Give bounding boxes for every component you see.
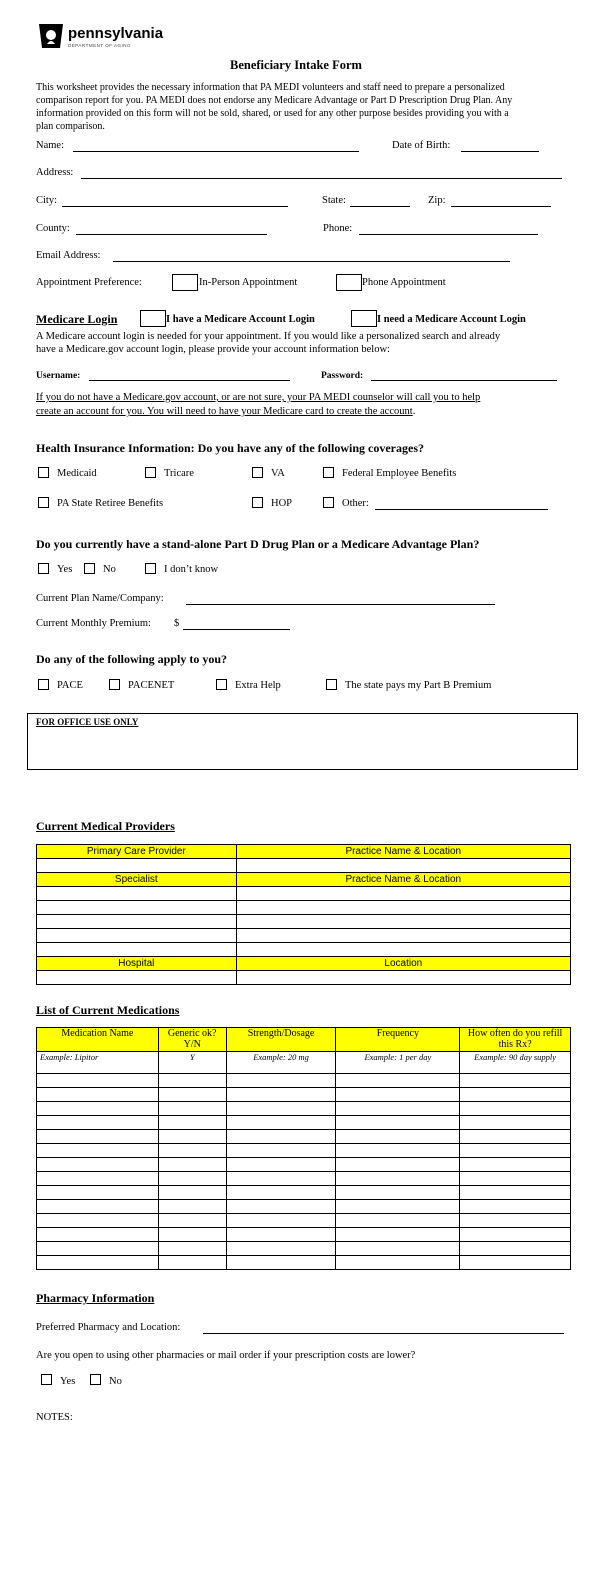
table-cell[interactable]: [37, 1130, 159, 1144]
practice-header: Practice Name & Location: [236, 845, 570, 859]
table-cell[interactable]: [336, 1200, 460, 1214]
table-cell[interactable]: [236, 901, 570, 915]
table-cell[interactable]: [226, 1102, 336, 1116]
table-cell[interactable]: [336, 1172, 460, 1186]
pharmacy-no-checkbox[interactable]: [90, 1374, 101, 1385]
table-cell[interactable]: [460, 1186, 571, 1200]
pcp-header: Primary Care Provider: [37, 845, 237, 859]
hop-checkbox[interactable]: [252, 497, 263, 508]
table-cell[interactable]: [236, 943, 570, 957]
hospital-header: Hospital: [37, 957, 237, 971]
email-field[interactable]: [113, 261, 510, 262]
table-row: [37, 1130, 571, 1144]
specialist-header: Specialist: [37, 873, 237, 887]
login-text: A Medicare account login is needed for your appointment. If you would like a personalized search and already: [36, 331, 501, 342]
preferred-pharmacy-label: Preferred Pharmacy and Location:: [36, 1322, 181, 1333]
table-cell[interactable]: [226, 1242, 336, 1256]
county-label: County:: [36, 223, 70, 234]
table-cell[interactable]: [460, 1102, 571, 1116]
table-cell[interactable]: [460, 1088, 571, 1102]
table-row: [37, 1242, 571, 1256]
table-cell[interactable]: [460, 1116, 571, 1130]
in-person-label: In-Person Appointment: [199, 277, 298, 288]
table-cell[interactable]: [37, 929, 237, 943]
table-cell[interactable]: [226, 1130, 336, 1144]
providers-table: [36, 844, 571, 985]
phone-appt-label: Phone Appointment: [362, 277, 446, 288]
table-cell[interactable]: [37, 1228, 159, 1242]
table-cell[interactable]: [226, 1172, 336, 1186]
table-cell[interactable]: [460, 1158, 571, 1172]
form-title: Beneficiary Intake Form: [230, 58, 362, 72]
logo-name: pennsylvania: [68, 25, 164, 42]
medicaid-label: Medicaid: [57, 468, 97, 479]
pa-retiree-label: PA State Retiree Benefits: [57, 498, 164, 509]
other-label: Other:: [342, 498, 369, 509]
office-use-box: [27, 713, 578, 770]
table-cell[interactable]: [37, 915, 237, 929]
apply-heading: Do any of the following apply to you?: [36, 652, 228, 666]
table-cell[interactable]: [226, 1228, 336, 1242]
pharmacy-question: Are you open to using other pharmacies or mail order if your prescription costs are lower?: [36, 1350, 416, 1361]
username-field[interactable]: [89, 380, 290, 381]
table-row: [37, 1214, 571, 1228]
example-cell: Example: Lipitor: [37, 1052, 159, 1074]
dollar-sign: $: [174, 618, 180, 629]
intro-line: This worksheet provides the necessary information that PA MEDI volunteers and staff need to prepare a personalized: [36, 82, 505, 93]
extra-help-label: Extra Help: [235, 680, 281, 691]
table-cell[interactable]: [226, 1186, 336, 1200]
med-name-header: Medication Name: [37, 1028, 159, 1052]
table-row: [37, 1102, 571, 1116]
table-cell[interactable]: [236, 929, 570, 943]
plan-name-label: Current Plan Name/Company:: [36, 593, 164, 604]
state-field[interactable]: [350, 206, 410, 207]
pace-checkbox[interactable]: [38, 679, 49, 690]
pharmacy-heading: Pharmacy Information: [36, 1291, 155, 1305]
login-note: If you do not have a Medicare.gov account, or are not sure, your PA MEDI counselor will call you to help: [36, 392, 481, 403]
table-row: [37, 1200, 571, 1214]
city-label: City:: [36, 195, 58, 206]
plan-name-field[interactable]: [186, 604, 495, 605]
pace-label: PACE: [57, 680, 83, 691]
table-cell[interactable]: [226, 1158, 336, 1172]
partd-no-checkbox[interactable]: [84, 563, 95, 574]
partd-dontknow-checkbox[interactable]: [145, 563, 156, 574]
table-cell[interactable]: [37, 971, 237, 985]
hop-label: HOP: [271, 498, 293, 509]
zip-label: Zip:: [428, 195, 446, 206]
example-cell: Example: 90 day supply: [460, 1052, 571, 1074]
table-cell[interactable]: [158, 1172, 226, 1186]
table-cell[interactable]: [37, 1088, 159, 1102]
phone-label: Phone:: [323, 223, 353, 234]
partd-dontknow-label: I don’t know: [164, 564, 219, 575]
federal-checkbox[interactable]: [323, 467, 334, 478]
pacenet-checkbox[interactable]: [109, 679, 120, 690]
table-row: [37, 1074, 571, 1088]
table-cell[interactable]: [336, 1102, 460, 1116]
logo-tagline: DEPARTMENT OF AGING: [68, 43, 132, 48]
example-cell: Example: 20 mg: [226, 1052, 336, 1074]
table-cell[interactable]: [37, 1214, 159, 1228]
table-row: [37, 1088, 571, 1102]
have-login-checkbox[interactable]: [140, 310, 166, 327]
county-field[interactable]: [76, 234, 267, 235]
table-cell[interactable]: [460, 1130, 571, 1144]
state-label: State:: [322, 195, 346, 206]
partb-premium-label: The state pays my Part B Premium: [345, 680, 492, 691]
frequency-header: Frequency: [336, 1028, 460, 1052]
table-cell[interactable]: [37, 1102, 159, 1116]
medications-table: [36, 1027, 571, 1270]
login-text: have a Medicare.gov account login, please provide your account information below:: [36, 344, 390, 355]
pa-logo: [37, 22, 167, 52]
office-use-label: FOR OFFICE USE ONLY: [36, 717, 139, 727]
pacenet-label: PACENET: [128, 680, 175, 691]
table-cell[interactable]: [37, 1074, 159, 1088]
table-cell[interactable]: [460, 1256, 571, 1270]
need-login-label: I need a Medicare Account Login: [377, 314, 526, 325]
table-cell[interactable]: [336, 1130, 460, 1144]
login-note: create an account for you. You will need to have your Medicare card to create the account.: [36, 406, 416, 417]
table-cell[interactable]: [158, 1242, 226, 1256]
va-label: VA: [271, 468, 285, 479]
partd-no-label: No: [103, 564, 116, 575]
address-field[interactable]: [81, 178, 562, 179]
table-cell[interactable]: [158, 1116, 226, 1130]
table-cell[interactable]: [460, 1200, 571, 1214]
medication-rows: [37, 1074, 571, 1270]
location-header: Location: [236, 957, 570, 971]
table-cell[interactable]: [336, 1186, 460, 1200]
table-cell[interactable]: [37, 901, 237, 915]
table-cell[interactable]: [336, 1088, 460, 1102]
dob-label: Date of Birth:: [392, 140, 451, 151]
strength-header: Strength/Dosage: [226, 1028, 336, 1052]
address-label: Address:: [36, 167, 74, 178]
intro-line: comparison report for you. PA MEDI does not endorse any Medicare Advantage or Part D Prescription Drug Plan. Any: [36, 95, 513, 106]
table-row: [37, 1256, 571, 1270]
table-cell[interactable]: [158, 1186, 226, 1200]
other-field[interactable]: [375, 509, 548, 510]
table-cell[interactable]: [336, 1214, 460, 1228]
phone-field[interactable]: [359, 234, 538, 235]
medications-heading: List of Current Medications: [36, 1003, 180, 1017]
zip-field[interactable]: [451, 206, 551, 207]
table-cell[interactable]: [460, 1172, 571, 1186]
table-cell[interactable]: [37, 1186, 159, 1200]
table-cell[interactable]: [236, 859, 570, 873]
table-cell[interactable]: [226, 1144, 336, 1158]
table-cell[interactable]: [37, 1158, 159, 1172]
table-cell[interactable]: [158, 1088, 226, 1102]
table-cell[interactable]: [336, 1242, 460, 1256]
intro-line: information provided on this form will not be sold, shared, or used for any other purpose besides providing you with a: [36, 108, 509, 119]
need-login-checkbox[interactable]: [351, 310, 377, 327]
table-row: [37, 1172, 571, 1186]
premium-label: Current Monthly Premium:: [36, 618, 151, 629]
notes-label: NOTES:: [36, 1412, 73, 1423]
medicaid-checkbox[interactable]: [38, 467, 49, 478]
city-field[interactable]: [62, 206, 288, 207]
name-label: Name:: [36, 140, 64, 151]
table-cell[interactable]: [226, 1214, 336, 1228]
table-row: [37, 1116, 571, 1130]
practice-header: Practice Name & Location: [236, 873, 570, 887]
table-cell[interactable]: [460, 1214, 571, 1228]
premium-field[interactable]: [183, 629, 290, 630]
table-cell[interactable]: [226, 1116, 336, 1130]
table-cell[interactable]: [336, 1116, 460, 1130]
partb-premium-checkbox[interactable]: [326, 679, 337, 690]
extra-help-checkbox[interactable]: [216, 679, 227, 690]
example-cell: Y: [158, 1052, 226, 1074]
table-cell[interactable]: [460, 1144, 571, 1158]
table-cell[interactable]: [226, 1088, 336, 1102]
table-cell[interactable]: [336, 1228, 460, 1242]
name-field[interactable]: [73, 151, 359, 152]
table-cell[interactable]: [158, 1200, 226, 1214]
table-cell[interactable]: [158, 1144, 226, 1158]
table-cell[interactable]: [460, 1228, 571, 1242]
pharmacy-yes-checkbox[interactable]: [41, 1374, 52, 1385]
generic-header: Generic ok? Y/N: [158, 1028, 226, 1052]
table-cell[interactable]: [226, 1200, 336, 1214]
table-cell[interactable]: [37, 887, 237, 901]
table-cell[interactable]: [460, 1242, 571, 1256]
pa-retiree-checkbox[interactable]: [38, 497, 49, 508]
preferred-pharmacy-field[interactable]: [203, 1333, 564, 1334]
pharmacy-no-label: No: [109, 1376, 122, 1387]
table-cell[interactable]: [158, 1158, 226, 1172]
appt-pref-label: Appointment Preference:: [36, 277, 142, 288]
table-cell[interactable]: [226, 1256, 336, 1270]
partd-yes-checkbox[interactable]: [38, 563, 49, 574]
table-row: [37, 1186, 571, 1200]
partd-heading: Do you currently have a stand-alone Part D Drug Plan or a Medicare Advantage Plan?: [36, 537, 480, 551]
table-cell[interactable]: [158, 1214, 226, 1228]
providers-heading: Current Medical Providers: [36, 819, 175, 833]
table-cell[interactable]: [37, 943, 237, 957]
table-row: [37, 1228, 571, 1242]
table-cell[interactable]: [37, 1116, 159, 1130]
email-label: Email Address:: [36, 250, 101, 261]
table-cell[interactable]: [37, 1144, 159, 1158]
partd-yes-label: Yes: [57, 564, 73, 575]
tricare-label: Tricare: [164, 468, 194, 479]
example-cell: Example: 1 per day: [336, 1052, 460, 1074]
table-row: [37, 1144, 571, 1158]
health-ins-heading: Health Insurance Information: Do you have any of the following coverages?: [36, 441, 424, 455]
table-cell[interactable]: [336, 1144, 460, 1158]
table-cell[interactable]: [236, 915, 570, 929]
have-login-label: I have a Medicare Account Login: [166, 314, 315, 325]
in-person-checkbox[interactable]: [172, 274, 198, 291]
table-cell[interactable]: [336, 1074, 460, 1088]
table-cell[interactable]: [336, 1158, 460, 1172]
password-label: Password:: [321, 371, 364, 381]
table-cell[interactable]: [37, 1242, 159, 1256]
tricare-checkbox[interactable]: [145, 467, 156, 478]
table-cell[interactable]: [236, 887, 570, 901]
dob-field[interactable]: [461, 151, 539, 152]
intro-line: plan comparison.: [36, 121, 105, 132]
table-cell[interactable]: [37, 1200, 159, 1214]
va-checkbox[interactable]: [252, 467, 263, 478]
phone-appt-checkbox[interactable]: [336, 274, 362, 291]
medicare-login-heading: Medicare Login: [36, 312, 118, 326]
password-field[interactable]: [371, 380, 557, 381]
table-cell[interactable]: [336, 1256, 460, 1270]
refill-header: How often do you refill this Rx?: [460, 1028, 571, 1052]
pharmacy-yes-label: Yes: [60, 1376, 76, 1387]
table-cell[interactable]: [158, 1256, 226, 1270]
table-cell[interactable]: [236, 971, 570, 985]
table-cell[interactable]: [37, 1172, 159, 1186]
table-row: [37, 1158, 571, 1172]
table-cell[interactable]: [158, 1130, 226, 1144]
table-cell[interactable]: [158, 1228, 226, 1242]
table-cell[interactable]: [226, 1074, 336, 1088]
table-cell[interactable]: [158, 1102, 226, 1116]
keystone-icon: [37, 22, 65, 50]
federal-label: Federal Employee Benefits: [342, 468, 457, 479]
other-checkbox[interactable]: [323, 497, 334, 508]
table-cell[interactable]: [37, 859, 237, 873]
table-cell[interactable]: [460, 1074, 571, 1088]
table-cell[interactable]: [158, 1074, 226, 1088]
table-cell[interactable]: [37, 1256, 159, 1270]
username-label: Username:: [36, 371, 81, 381]
